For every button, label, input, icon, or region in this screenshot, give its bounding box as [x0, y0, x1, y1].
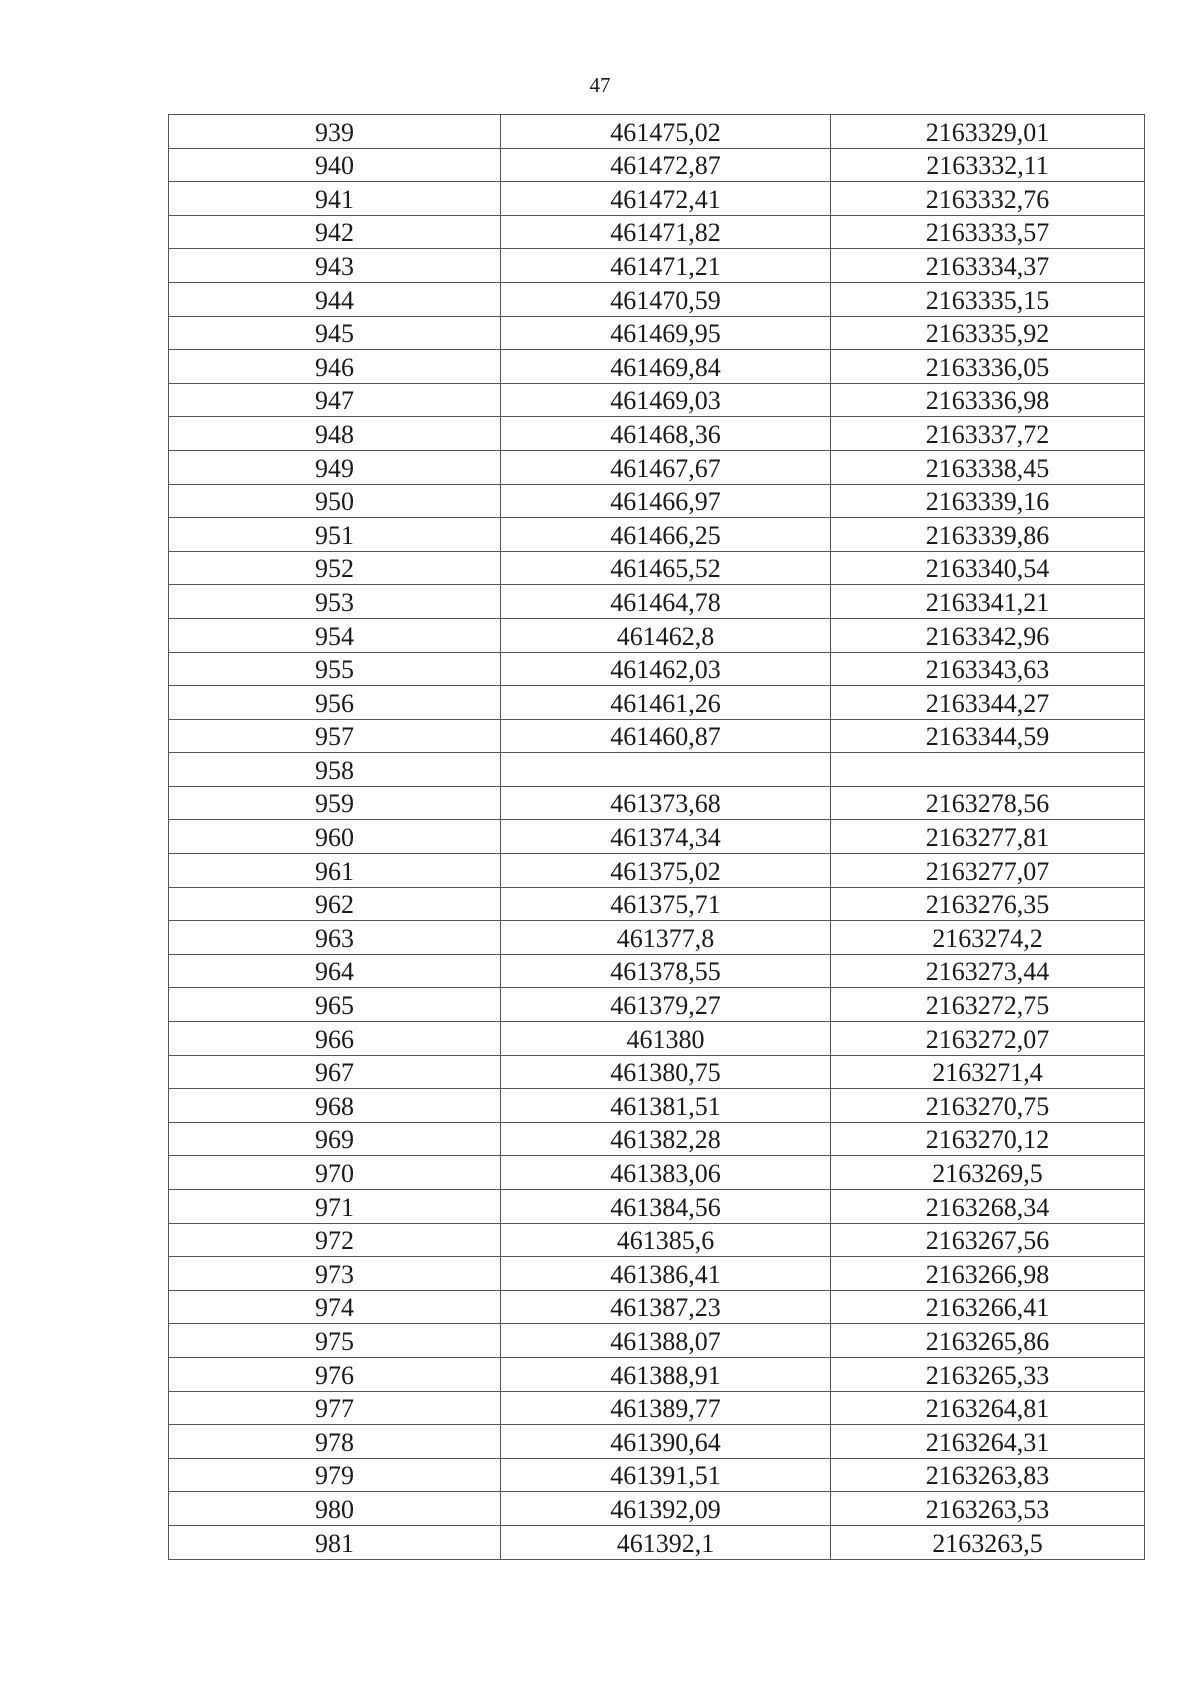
- x-coordinate-cell: 461381,51: [501, 1089, 831, 1123]
- point-number-cell: 946: [169, 350, 501, 384]
- x-coordinate-cell: 461469,95: [501, 316, 831, 350]
- y-coordinate-cell: 2163335,92: [831, 316, 1145, 350]
- table-row: [169, 1022, 1145, 1056]
- y-coordinate-cell: [831, 753, 1145, 787]
- point-number-cell: 954: [169, 618, 501, 652]
- point-number-cell: 977: [169, 1391, 501, 1425]
- table-row: [169, 316, 1145, 350]
- table-row: [169, 450, 1145, 484]
- point-number-cell: 955: [169, 652, 501, 686]
- table-row: [169, 1257, 1145, 1291]
- y-coordinate-cell: 2163334,37: [831, 249, 1145, 283]
- point-number-cell: 957: [169, 719, 501, 753]
- y-coordinate-cell: 2163342,96: [831, 618, 1145, 652]
- table-row: [169, 753, 1145, 787]
- x-coordinate-cell: 461386,41: [501, 1257, 831, 1291]
- table-row: [169, 1156, 1145, 1190]
- y-coordinate-cell: 2163343,63: [831, 652, 1145, 686]
- table-row: [169, 652, 1145, 686]
- x-coordinate-cell: 461469,84: [501, 350, 831, 384]
- y-coordinate-cell: 2163263,83: [831, 1458, 1145, 1492]
- x-coordinate-cell: 461388,07: [501, 1324, 831, 1358]
- y-coordinate-cell: 2163265,33: [831, 1357, 1145, 1391]
- x-coordinate-cell: 461374,34: [501, 820, 831, 854]
- table-row: [169, 1458, 1145, 1492]
- x-coordinate-cell: 461389,77: [501, 1391, 831, 1425]
- x-coordinate-cell: 461471,21: [501, 249, 831, 283]
- table-row: [169, 1190, 1145, 1224]
- x-coordinate-cell: 461373,68: [501, 786, 831, 820]
- point-number-cell: 973: [169, 1257, 501, 1291]
- y-coordinate-cell: 2163339,16: [831, 484, 1145, 518]
- table-row: [169, 182, 1145, 216]
- y-coordinate-cell: 2163264,31: [831, 1425, 1145, 1459]
- point-number-cell: 966: [169, 1022, 501, 1056]
- point-number-cell: 972: [169, 1223, 501, 1257]
- table-row: [169, 887, 1145, 921]
- y-coordinate-cell: 2163336,05: [831, 350, 1145, 384]
- y-coordinate-cell: 2163263,53: [831, 1492, 1145, 1526]
- point-number-cell: 981: [169, 1525, 501, 1559]
- point-number-cell: 939: [169, 115, 501, 149]
- table-row: [169, 1425, 1145, 1459]
- x-coordinate-cell: 461390,64: [501, 1425, 831, 1459]
- y-coordinate-cell: 2163272,07: [831, 1022, 1145, 1056]
- point-number-cell: 942: [169, 215, 501, 249]
- table-row: [169, 585, 1145, 619]
- y-coordinate-cell: 2163277,07: [831, 854, 1145, 888]
- table-row: [169, 350, 1145, 384]
- table-row: [169, 551, 1145, 585]
- y-coordinate-cell: 2163332,11: [831, 148, 1145, 182]
- x-coordinate-cell: 461377,8: [501, 921, 831, 955]
- point-number-cell: 974: [169, 1290, 501, 1324]
- x-coordinate-cell: 461462,03: [501, 652, 831, 686]
- y-coordinate-cell: 2163344,27: [831, 686, 1145, 720]
- point-number-cell: 969: [169, 1122, 501, 1156]
- point-number-cell: 952: [169, 551, 501, 585]
- point-number-cell: 951: [169, 518, 501, 552]
- point-number-cell: 978: [169, 1425, 501, 1459]
- x-coordinate-cell: 461380: [501, 1022, 831, 1056]
- point-number-cell: 963: [169, 921, 501, 955]
- table-row: [169, 1055, 1145, 1089]
- y-coordinate-cell: 2163266,41: [831, 1290, 1145, 1324]
- point-number-cell: 956: [169, 686, 501, 720]
- x-coordinate-cell: 461467,67: [501, 450, 831, 484]
- x-coordinate-cell: 461392,1: [501, 1525, 831, 1559]
- point-number-cell: 960: [169, 820, 501, 854]
- x-coordinate-cell: 461392,09: [501, 1492, 831, 1526]
- y-coordinate-cell: 2163264,81: [831, 1391, 1145, 1425]
- table-row: [169, 988, 1145, 1022]
- table-row: [169, 921, 1145, 955]
- table-row: [169, 249, 1145, 283]
- y-coordinate-cell: 2163338,45: [831, 450, 1145, 484]
- point-number-cell: 948: [169, 417, 501, 451]
- point-number-cell: 970: [169, 1156, 501, 1190]
- point-number-cell: 945: [169, 316, 501, 350]
- point-number-cell: 947: [169, 383, 501, 417]
- x-coordinate-cell: 461472,87: [501, 148, 831, 182]
- table-row: [169, 954, 1145, 988]
- point-number-cell: 967: [169, 1055, 501, 1089]
- x-coordinate-cell: 461382,28: [501, 1122, 831, 1156]
- point-number-cell: 949: [169, 450, 501, 484]
- y-coordinate-cell: 2163271,4: [831, 1055, 1145, 1089]
- x-coordinate-cell: 461384,56: [501, 1190, 831, 1224]
- point-number-cell: 961: [169, 854, 501, 888]
- table-row: [169, 1357, 1145, 1391]
- x-coordinate-cell: 461387,23: [501, 1290, 831, 1324]
- x-coordinate-cell: 461375,71: [501, 887, 831, 921]
- y-coordinate-cell: 2163339,86: [831, 518, 1145, 552]
- table-row: [169, 618, 1145, 652]
- table-row: [169, 820, 1145, 854]
- y-coordinate-cell: 2163278,56: [831, 786, 1145, 820]
- y-coordinate-cell: 2163266,98: [831, 1257, 1145, 1291]
- point-number-cell: 941: [169, 182, 501, 216]
- table-row: [169, 1290, 1145, 1324]
- point-number-cell: 975: [169, 1324, 501, 1358]
- x-coordinate-cell: 461466,25: [501, 518, 831, 552]
- y-coordinate-cell: 2163335,15: [831, 282, 1145, 316]
- x-coordinate-cell: 461471,82: [501, 215, 831, 249]
- table-row: [169, 215, 1145, 249]
- table-row: [169, 484, 1145, 518]
- table-row: [169, 719, 1145, 753]
- x-coordinate-cell: 461385,6: [501, 1223, 831, 1257]
- y-coordinate-cell: 2163277,81: [831, 820, 1145, 854]
- y-coordinate-cell: 2163269,5: [831, 1156, 1145, 1190]
- x-coordinate-cell: 461379,27: [501, 988, 831, 1022]
- point-number-cell: 971: [169, 1190, 501, 1224]
- point-number-cell: 958: [169, 753, 501, 787]
- x-coordinate-cell: 461375,02: [501, 854, 831, 888]
- x-coordinate-cell: 461469,03: [501, 383, 831, 417]
- x-coordinate-cell: 461383,06: [501, 1156, 831, 1190]
- table-row: [169, 1391, 1145, 1425]
- page-number: 47: [589, 73, 611, 97]
- x-coordinate-cell: 461391,51: [501, 1458, 831, 1492]
- table-row: [169, 1122, 1145, 1156]
- x-coordinate-cell: 461468,36: [501, 417, 831, 451]
- table-row: [169, 1089, 1145, 1123]
- y-coordinate-cell: 2163270,75: [831, 1089, 1145, 1123]
- x-coordinate-cell: 461472,41: [501, 182, 831, 216]
- x-coordinate-cell: 461380,75: [501, 1055, 831, 1089]
- table-row: [169, 686, 1145, 720]
- point-number-cell: 979: [169, 1458, 501, 1492]
- y-coordinate-cell: 2163340,54: [831, 551, 1145, 585]
- table-row: [169, 115, 1145, 149]
- table-row: [169, 282, 1145, 316]
- table-row: [169, 383, 1145, 417]
- point-number-cell: 940: [169, 148, 501, 182]
- table-row: [169, 417, 1145, 451]
- table-row: [169, 1324, 1145, 1358]
- y-coordinate-cell: 2163333,57: [831, 215, 1145, 249]
- point-number-cell: 943: [169, 249, 501, 283]
- coordinates-table-body: [169, 115, 1145, 1560]
- x-coordinate-cell: 461464,78: [501, 585, 831, 619]
- table-row: [169, 148, 1145, 182]
- point-number-cell: 950: [169, 484, 501, 518]
- table-row: [169, 854, 1145, 888]
- y-coordinate-cell: 2163276,35: [831, 887, 1145, 921]
- y-coordinate-cell: 2163341,21: [831, 585, 1145, 619]
- x-coordinate-cell: 461461,26: [501, 686, 831, 720]
- x-coordinate-cell: 461462,8: [501, 618, 831, 652]
- x-coordinate-cell: [501, 753, 831, 787]
- y-coordinate-cell: 2163263,5: [831, 1525, 1145, 1559]
- point-number-cell: 976: [169, 1357, 501, 1391]
- point-number-cell: 944: [169, 282, 501, 316]
- y-coordinate-cell: 2163268,34: [831, 1190, 1145, 1224]
- x-coordinate-cell: 461470,59: [501, 282, 831, 316]
- y-coordinate-cell: 2163337,72: [831, 417, 1145, 451]
- y-coordinate-cell: 2163274,2: [831, 921, 1145, 955]
- point-number-cell: 962: [169, 887, 501, 921]
- table-row: [169, 1223, 1145, 1257]
- table-row: [169, 518, 1145, 552]
- table-row: [169, 1492, 1145, 1526]
- y-coordinate-cell: 2163267,56: [831, 1223, 1145, 1257]
- point-number-cell: 968: [169, 1089, 501, 1123]
- y-coordinate-cell: 2163344,59: [831, 719, 1145, 753]
- x-coordinate-cell: 461460,87: [501, 719, 831, 753]
- point-number-cell: 953: [169, 585, 501, 619]
- x-coordinate-cell: 461388,91: [501, 1357, 831, 1391]
- y-coordinate-cell: 2163332,76: [831, 182, 1145, 216]
- table-row: [169, 1525, 1145, 1559]
- point-number-cell: 980: [169, 1492, 501, 1526]
- point-number-cell: 964: [169, 954, 501, 988]
- x-coordinate-cell: 461378,55: [501, 954, 831, 988]
- y-coordinate-cell: 2163273,44: [831, 954, 1145, 988]
- point-number-cell: 965: [169, 988, 501, 1022]
- y-coordinate-cell: 2163336,98: [831, 383, 1145, 417]
- x-coordinate-cell: 461465,52: [501, 551, 831, 585]
- y-coordinate-cell: 2163270,12: [831, 1122, 1145, 1156]
- y-coordinate-cell: 2163272,75: [831, 988, 1145, 1022]
- x-coordinate-cell: 461475,02: [501, 115, 831, 149]
- x-coordinate-cell: 461466,97: [501, 484, 831, 518]
- table-row: [169, 786, 1145, 820]
- point-number-cell: 959: [169, 786, 501, 820]
- y-coordinate-cell: 2163329,01: [831, 115, 1145, 149]
- y-coordinate-cell: 2163265,86: [831, 1324, 1145, 1358]
- coordinates-table: [168, 114, 1145, 1560]
